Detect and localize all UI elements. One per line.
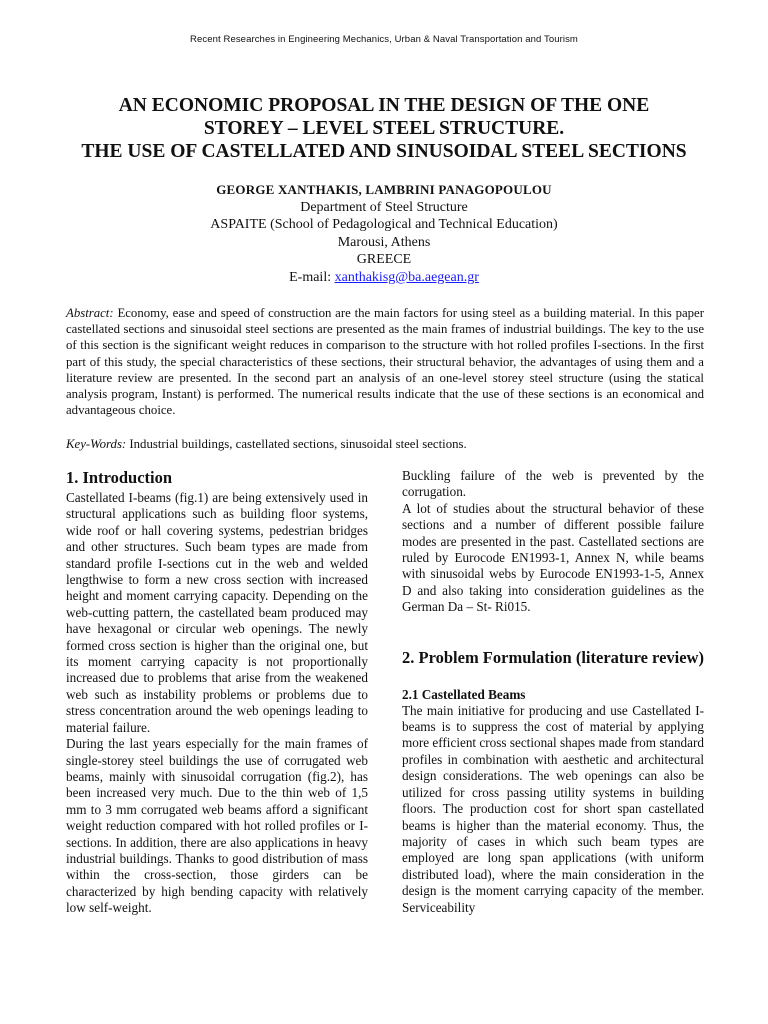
author-city: Marousi, Athens bbox=[337, 234, 431, 250]
author-department: Department of Steel Structure bbox=[300, 199, 468, 215]
title-line-1: AN ECONOMIC PROPOSAL IN THE DESIGN OF THE ONE bbox=[118, 95, 650, 116]
abstract-text: Economy, ease and speed of construction are the main factors for using steel as a building material. In this paper castellated sections and sinusoidal steel sections are presented as the main frames of industrial buildings. The key to the use of this section is the significant weight reduces in comparison to the structure with hot rolled profiles I-sections. In the first part of this study, the special characteristics of these sections, their structural behavior, the advantages of using them and a literature review are presented. In the second part an analysis of an one-level storey steel structure (using the statical analysis program, Instant) is performed. The numerical results indicate that the use of these sections is an economical and advantageous choice. bbox=[66, 306, 704, 418]
abstract-label: Abstract: bbox=[66, 306, 114, 320]
subsection-2-1-heading: 2.1 Castellated Beams bbox=[402, 686, 526, 702]
paper-title bbox=[40, 94, 728, 163]
intro-paragraph-2: During the last years especially for the main frames of single-storey steel buildings the use of corrugated web beams, mainly with sinusoidal corrugation (fig.2), has been increased very much. Due to the thin web of 1,5 mm to 3 mm corrugated web beams afford a significant weight reduction compared with hot rolled profiles or I-sections. In addition, there are also applications in heavy industrial buildings. Thanks to good distribution of mass within the cross-section, those girders can be characterized by high bending capacity with relatively low self-weight. bbox=[66, 736, 368, 916]
intro-paragraph-4: A lot of studies about the structural behavior of these sections and a number of different possible failure modes are presented in the past. Castellated sections are ruled by Eurocode EN1993-1, Annex N, while beams with sinusoidal webs by Eurocode EN1993-1-5, Annex D and also taking into consideration guidelines as the German Da – St- Ri015. bbox=[402, 500, 704, 615]
email-label: E-mail: bbox=[289, 269, 335, 285]
title-line-2: STOREY – LEVEL STEEL STRUCTURE. bbox=[203, 118, 565, 139]
author-names: GEORGE XANTHAKIS, LAMBRINI PANAGOPOULOU bbox=[216, 182, 552, 197]
author-block bbox=[0, 181, 768, 287]
author-country: GREECE bbox=[356, 252, 412, 268]
email-link[interactable]: xanthakisg@ba.aegean.gr bbox=[334, 269, 479, 285]
title-line-3: THE USE OF CASTELLATED AND SINUSOIDAL STEEL SECTIONS bbox=[81, 141, 687, 162]
left-column bbox=[66, 468, 368, 917]
running-header: Recent Researches in Engineering Mechanics, Urban & Naval Transportation and Tourism bbox=[190, 34, 578, 45]
section-2-heading: 2. Problem Formulation (literature review) bbox=[402, 647, 704, 667]
intro-paragraph-3: Buckling failure of the web is prevented by the corrugation. bbox=[402, 468, 704, 500]
keywords-text: Industrial buildings, castellated sections, sinusoidal steel sections. bbox=[126, 437, 467, 451]
keywords-label: Key-Words: bbox=[66, 437, 127, 451]
keywords bbox=[66, 436, 704, 452]
author-email-line bbox=[0, 269, 768, 287]
intro-paragraph-1: Castellated I-beams (fig.1) are being extensively used in structural applications such as building floor systems, wide roof or hall covering systems, pedestrian bridges and other structures. Such beam types are made from standard profile I-sections cut in the web and welded lengthwise to form a new cross section with increased height and moment carrying capacity. Depending on the web-cutting pattern, the castellated beam produced may have hexagonal or circular web openings. The newly formed cross section is higher than the original one, but its moment carrying capacity is not proportionally increased due to problems that arise from the weakened web such as instability problems or problems due to stress concentration around the web openings leading to material failure. bbox=[66, 490, 368, 735]
section-1-heading: 1. Introduction bbox=[66, 468, 173, 487]
author-institution: ASPAITE (School of Pedagological and Technical Education) bbox=[210, 217, 558, 233]
right-column bbox=[402, 468, 704, 916]
castellated-paragraph: The main initiative for producing and use Castellated I-beams is to suppress the cost of material by applying more efficient cross sectional shapes made from standard profiles in combination with aesthetic and architectural design considerations. The web openings can also be utilized for cross passing utility systems in building floors. The production cost for short span castellated beams is higher than the material economy. Thus, the majority of cases in which such beam types are employed are long span applications (with uniform distributed load), where the main consideration in the design is the moment carrying capacity of the member. Serviceability bbox=[402, 702, 704, 915]
abstract bbox=[66, 305, 704, 418]
